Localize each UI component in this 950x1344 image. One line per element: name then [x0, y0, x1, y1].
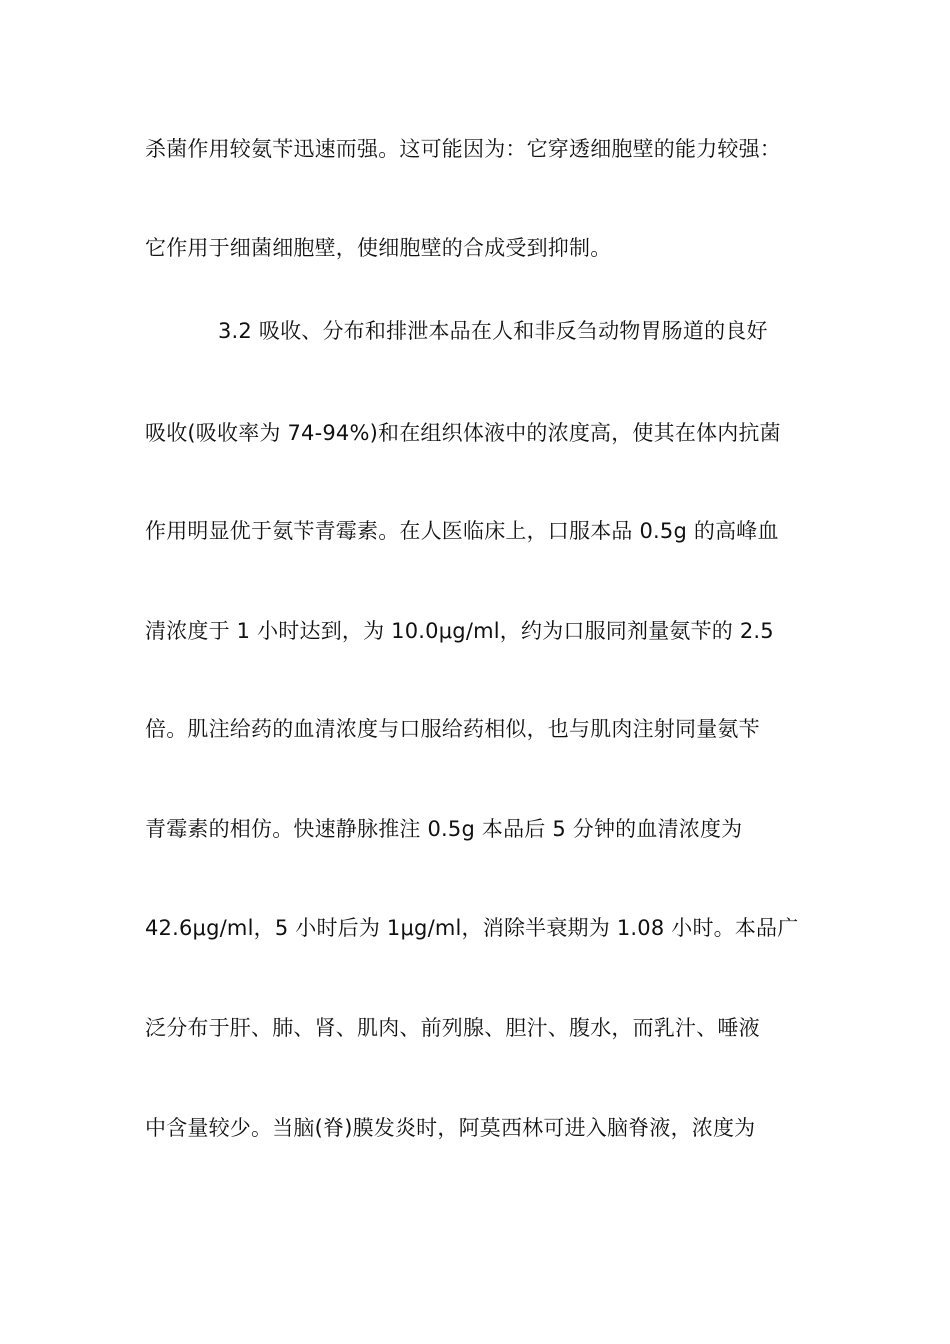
text-line-6: 清浓度于 1 小时达到，为 10.0μg/ml，约为口服同剂量氨苄的 2.5	[145, 619, 774, 643]
text-line-4: 吸收(吸收率为 74-94%)和在组织体液中的浓度高，使其在体内抗菌	[145, 421, 781, 445]
text-line-9: 42.6μg/ml，5 小时后为 1μg/ml，消除半衰期为 1.08 小时。本品广	[145, 916, 799, 940]
text-line-1: 杀菌作用较氨苄迅速而强。这可能因为：它穿透细胞壁的能力较强：	[145, 137, 781, 161]
text-line-11: 中含量较少。当脑(脊)膜发炎时，阿莫西林可进入脑脊液，浓度为	[145, 1116, 756, 1140]
text-line-5: 作用明显优于氨苄青霉素。在人医临床上，口服本品 0.5g 的高峰血	[145, 519, 779, 543]
section-3-2-line: 3.2 吸收、分布和排泄本品在人和非反刍动物胃肠道的良好	[218, 319, 768, 343]
text-line-2: 它作用于细菌细胞壁，使细胞壁的合成受到抑制。	[145, 236, 612, 260]
text-line-8: 青霉素的相仿。快速静脉推注 0.5g 本品后 5 分钟的血清浓度为	[145, 817, 743, 841]
text-line-7: 倍。肌注给药的血清浓度与口服给药相似，也与肌肉注射同量氨苄	[145, 717, 760, 741]
text-line-10: 泛分布于肝、肺、肾、肌肉、前列腺、胆汁、腹水，而乳汁、唾液	[145, 1016, 760, 1040]
